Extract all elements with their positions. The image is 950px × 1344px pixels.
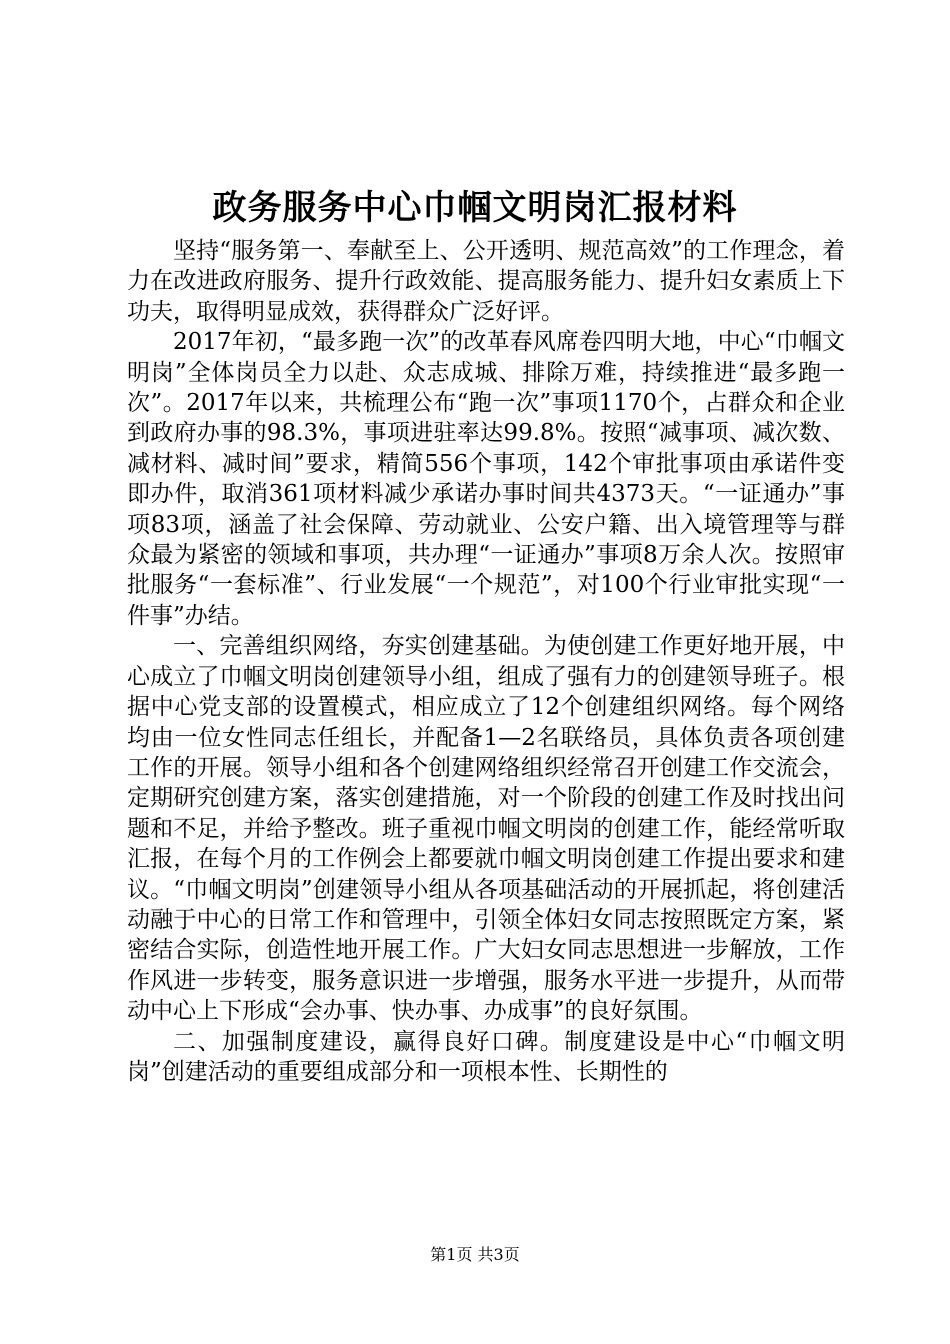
paragraph: 坚持“服务第一、奉献至上、公开透明、规范高效”的工作理念，着力在改进政府服务、提升行政效能、提高服务能力、提升妇女素质上下功夫，取得明显成效，获得群众广泛好评。 bbox=[127, 238, 845, 325]
paragraph: 2017年初，“最多跑一次”的改革春风席卷四明大地，中心“巾帼文明岗”全体岗员全力以赴、众志成城、排除万难，持续推进“最多跑一次”。2017年以来，共梳理公布“跑一次”事项1170个，占群众和企业到政府办事的98.3%，事项进驻率达99.8%。按照“减事项、减次数、减材料、减时间”要求，精简556个事项，142个审批事项由承诺件变即办件，取消361项材料减少承诺办事时间共4373天。“一证通办”事项83项，涵盖了社会保障、劳动就业、公安户籍、出入境管理等与群众最为紧密的领域和事项，共办理“一证通办”事项8万余人次。按照审批服务“一套标准”、行业发展“一个规范”，对100个行业审批实现“一件事”办结。 bbox=[127, 329, 845, 629]
paragraph: 二、加强制度建设，赢得良好口碑。制度建设是中心“巾帼文明岗”创建活动的重要组成部分和一项根本性、长期性的 bbox=[127, 1028, 845, 1085]
document-body bbox=[127, 236, 845, 1087]
page-footer: 第1页 共3页 bbox=[430, 1245, 520, 1264]
paragraph: 一、完善组织网络，夯实创建基础。为使创建工作更好地开展，中心成立了巾帼文明岗创建领导小组，组成了强有力的创建领导班子。根据中心党支部的设置模式，相应成立了12个创建组织网络。每个网络均由一位女性同志任组长，并配备1—2名联络员，具体负责各项创建工作的开展。领导小组和各个创建网络组织经常召开创建工作交流会，定期研究创建方案，落实创建措施，对一个阶段的创建工作及时找出问题和不足，并给予整改。班子重视巾帼文明岗的创建工作，能经常听取汇报，在每个月的工作例会上都要就巾帼文明岗创建工作提出要求和建议。“巾帼文明岗”创建领导小组从各项基础活动的开展抓起，将创建活动融于中心的日常工作和管理中，引领全体妇女同志按照既定方案，紧密结合实际，创造性地开展工作。广大妇女同志思想进一步解放，工作作风进一步转变，服务意识进一步增强，服务水平进一步提升，从而带动中心上下形成“会办事、快办事、办成事”的良好氛围。 bbox=[127, 633, 845, 1025]
document-title: 政务服务中心巾帼文明岗汇报材料 bbox=[212, 188, 738, 228]
